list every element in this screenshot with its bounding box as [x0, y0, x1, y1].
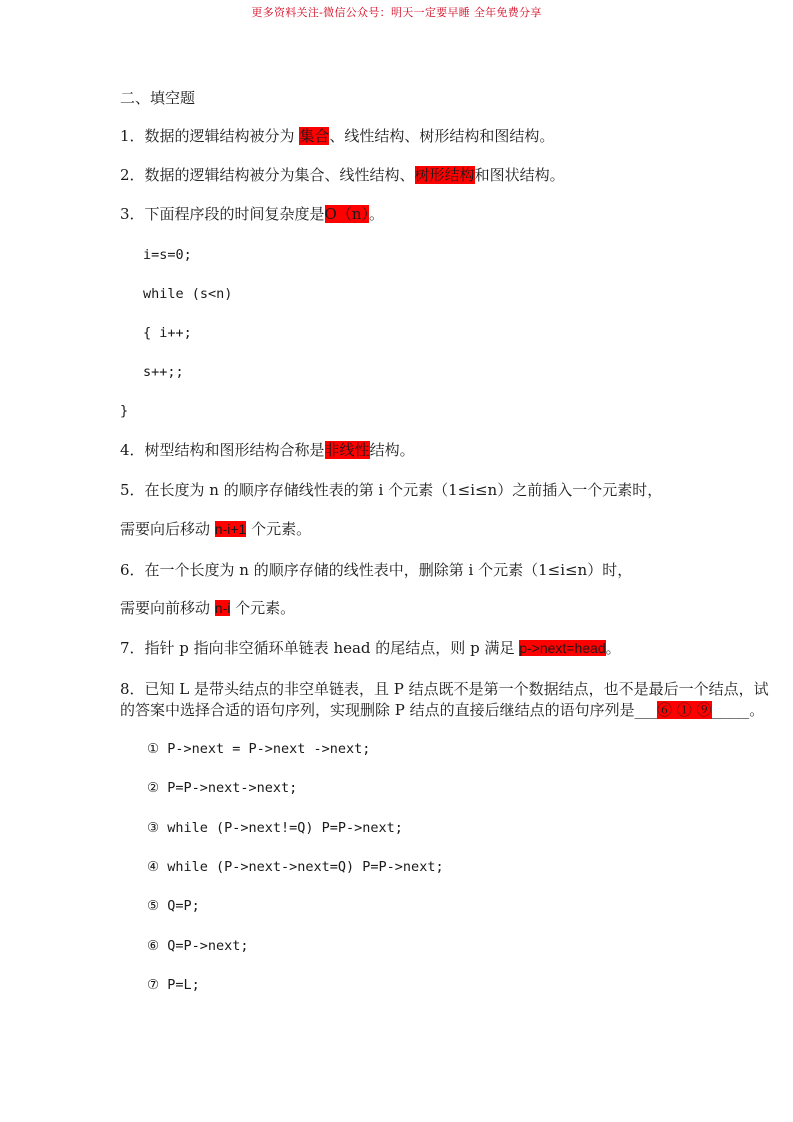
question-5-line2 — [120, 519, 311, 539]
q1-suffix: 、线性结构、树形结构和图结构。 — [329, 127, 555, 145]
q7-suffix: 。 — [605, 639, 621, 657]
q2-answer: 树形结构 — [414, 166, 475, 184]
q8-prefix: 的答案中选择合适的语句序列，实现删除 P 结点的直接后继结点的语句序列是___ — [120, 701, 658, 719]
option-item: ② P=P->next->next; — [147, 780, 298, 796]
code-line: while (s<n) — [143, 286, 233, 302]
q1-prefix: 1．数据的逻辑结构被分为 — [120, 127, 300, 145]
header-banner: 更多资料关注-微信公众号：明天一定要早睡 全年免费分享 — [251, 6, 542, 19]
q8-answer: ⑥ ① ⑨ — [657, 701, 712, 719]
q3-answer: O（n） — [324, 205, 370, 223]
question-2 — [120, 165, 565, 185]
q3-prefix: 3．下面程序段的时间复杂度是 — [120, 205, 325, 223]
q7-prefix: 7．指针 p 指向非空循环单链表 head 的尾结点，则 p 满足 — [120, 639, 520, 657]
code-line: i=s=0; — [143, 247, 192, 263]
question-4 — [120, 440, 415, 460]
q6-answer: n-i — [214, 600, 231, 616]
option-item: ① P->next = P->next ->next; — [147, 741, 371, 757]
code-line: { i++; — [143, 325, 192, 341]
q4-answer: 非线性 — [324, 441, 370, 459]
option-item: ⑥ Q=P->next; — [147, 938, 249, 954]
q2-suffix: 和图状结构。 — [474, 166, 565, 184]
q6-prefix: 需要向前移动 — [120, 599, 215, 617]
option-item: ⑦ P=L; — [147, 977, 200, 993]
q1-answer: 集合 — [299, 127, 330, 145]
q7-answer: p->next=head — [519, 640, 606, 656]
code-line: } — [120, 403, 129, 419]
q5-prefix: 需要向后移动 — [120, 520, 215, 538]
question-1 — [120, 126, 554, 146]
q5-answer: n-i+1 — [214, 521, 247, 537]
q5-suffix: 个元素。 — [246, 520, 312, 538]
q6-suffix: 个元素。 — [230, 599, 296, 617]
q4-suffix: 结构。 — [369, 441, 415, 459]
q3-suffix: 。 — [369, 205, 385, 223]
option-item: ⑤ Q=P; — [147, 898, 200, 914]
q4-prefix: 4．树型结构和图形结构合称是 — [120, 441, 325, 459]
question-5-line1: 5．在长度为 n 的顺序存储线性表的第 i 个元素（1≤i≤n）之前插入一个元素时， — [120, 481, 663, 499]
question-6-line1: 6．在一个长度为 n 的顺序存储的线性表中，删除第 i 个元素（1≤i≤n）时， — [120, 561, 633, 579]
q2-prefix: 2．数据的逻辑结构被分为集合、线性结构、 — [120, 166, 415, 184]
option-item: ④ while (P->next->next=Q) P=P->next; — [147, 859, 444, 875]
q8-suffix: _____。 — [711, 701, 765, 719]
question-6-line2 — [120, 598, 295, 618]
option-item: ③ while (P->next!=Q) P=P->next; — [147, 820, 403, 836]
section-title: 二、填空题 — [120, 89, 196, 107]
question-7 — [120, 638, 621, 658]
code-line: s++;; — [143, 364, 184, 380]
question-3 — [120, 204, 384, 224]
question-8-line1: 8．已知 L 是带头结点的非空单链表，且 P 结点既不是第一个数据结点，也不是最后一个结点，试 — [120, 680, 769, 698]
question-8-line2 — [120, 700, 764, 720]
